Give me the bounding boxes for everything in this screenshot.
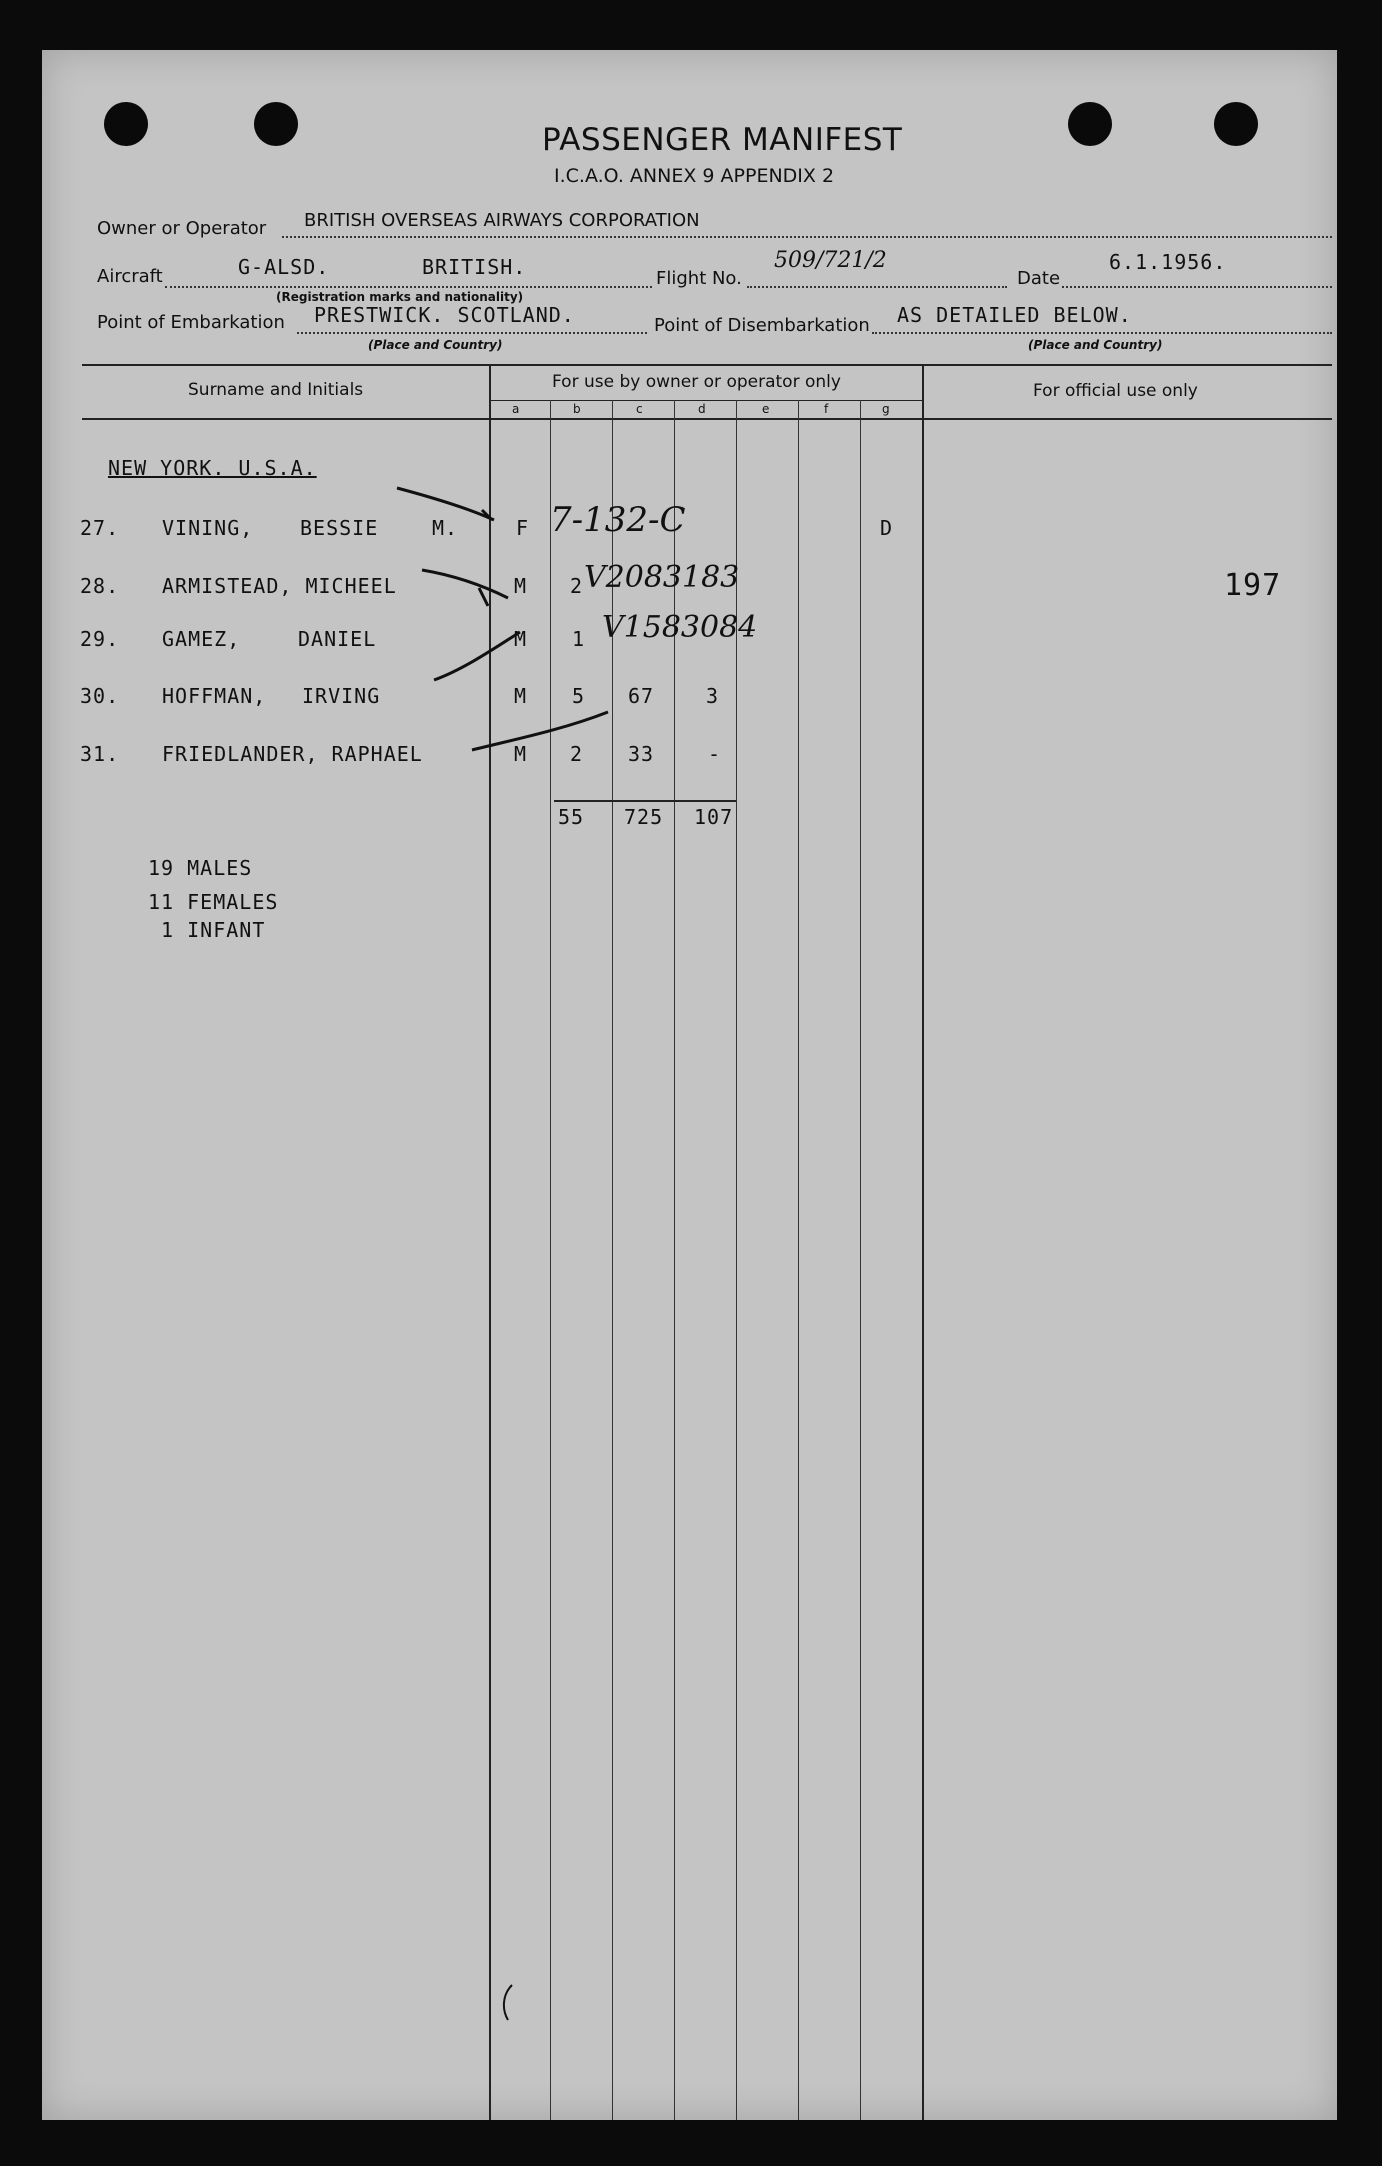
page-title: PASSENGER MANIFEST [542,122,903,158]
row-number: 27. [80,516,120,540]
row-col-a: M [514,574,528,598]
sub-col-f: f [824,402,829,416]
aircraft-nationality: BRITISH. [422,255,527,279]
row-col-b: 5 [572,684,586,708]
row-col-c: 33 [628,742,655,766]
manifest-page [42,50,1337,2120]
row-col-b: 2 [570,574,584,598]
row-col-d: - [708,742,722,766]
summary-females: 11 FEMALES [148,890,279,914]
row-number: 30. [80,684,120,708]
sub-col-e: e [762,402,770,416]
row-number: 31. [80,742,120,766]
embarkation-value: PRESTWICK. SCOTLAND. [314,303,575,327]
sub-col-g: g [882,402,890,416]
aircraft-label: Aircraft [97,266,163,287]
ink-stroke-7 [504,1985,512,2020]
row-given-name: BESSIE [300,516,379,540]
embarkation-hint: (Place and Country) [368,338,503,352]
sub-col-b: b [573,402,581,416]
flight-number: 509/721/2 [774,248,887,273]
disembarkation-value: AS DETAILED BELOW. [897,303,1132,327]
row-col-a: M [514,684,528,708]
col-official-header: For official use only [1033,381,1198,401]
ink-stroke-6 [472,712,608,750]
disembarkation-label: Point of Disembarkation [654,315,870,336]
row-number: 28. [80,574,120,598]
registration-hint: (Registration marks and nationality) [276,290,524,304]
ink-strokes [42,50,1337,2120]
row-col-a: F [516,516,530,540]
sub-col-d: d [698,402,706,416]
ink-stroke-5 [434,632,520,680]
official-number: 197 [1224,568,1282,603]
sub-col-a: a [512,402,520,416]
ink-stroke-3 [422,570,508,598]
row-initial: M. [432,516,459,540]
summary-males: 19 MALES [148,856,253,880]
summary-infant: 1 INFANT [148,918,266,942]
col-owner-header: For use by owner or operator only [552,372,841,392]
handwritten-row27: 7-132-C [550,500,686,540]
row-col-a: M [514,742,528,766]
row-col-d: 3 [706,684,720,708]
row-given-name: IRVING [302,684,381,708]
date-label: Date [1017,268,1061,289]
owner-value: BRITISH OVERSEAS AIRWAYS CORPORATION [304,210,700,231]
row-surname: VINING, [162,516,254,540]
row-col-g: D [880,516,894,540]
row-given-name: DANIEL [298,627,377,651]
handwritten-row28: V2083183 [584,560,740,595]
row-col-a: M [514,627,528,651]
total-col-d: 107 [694,805,734,829]
destination-heading: NEW YORK. U.S.A. [108,456,317,480]
row-col-b: 2 [570,742,584,766]
date-value: 6.1.1956. [1109,250,1227,274]
col-name-header: Surname and Initials [188,380,364,400]
row-surname: ARMISTEAD, MICHEEL [162,574,397,598]
disembarkation-hint: (Place and Country) [1028,338,1163,352]
row-number: 29. [80,627,120,651]
row-surname: FRIEDLANDER, RAPHAEL [162,742,423,766]
row-surname: HOFFMAN, [162,684,267,708]
page-subtitle: I.C.A.O. ANNEX 9 APPENDIX 2 [554,165,835,187]
row-col-b: 1 [572,627,586,651]
ink-stroke-1 [397,488,494,520]
sub-col-c: c [636,402,643,416]
embarkation-label: Point of Embarkation [97,312,285,333]
total-col-c: 725 [624,805,664,829]
handwritten-row29: V1583084 [602,610,758,645]
flight-label: Flight No. [656,268,742,289]
row-surname: GAMEZ, [162,627,241,651]
total-col-b: 55 [558,805,585,829]
row-col-c: 67 [628,684,655,708]
aircraft-registration: G-ALSD. [238,255,330,279]
ink-stroke-4 [479,588,488,606]
owner-label: Owner or Operator [97,218,267,239]
